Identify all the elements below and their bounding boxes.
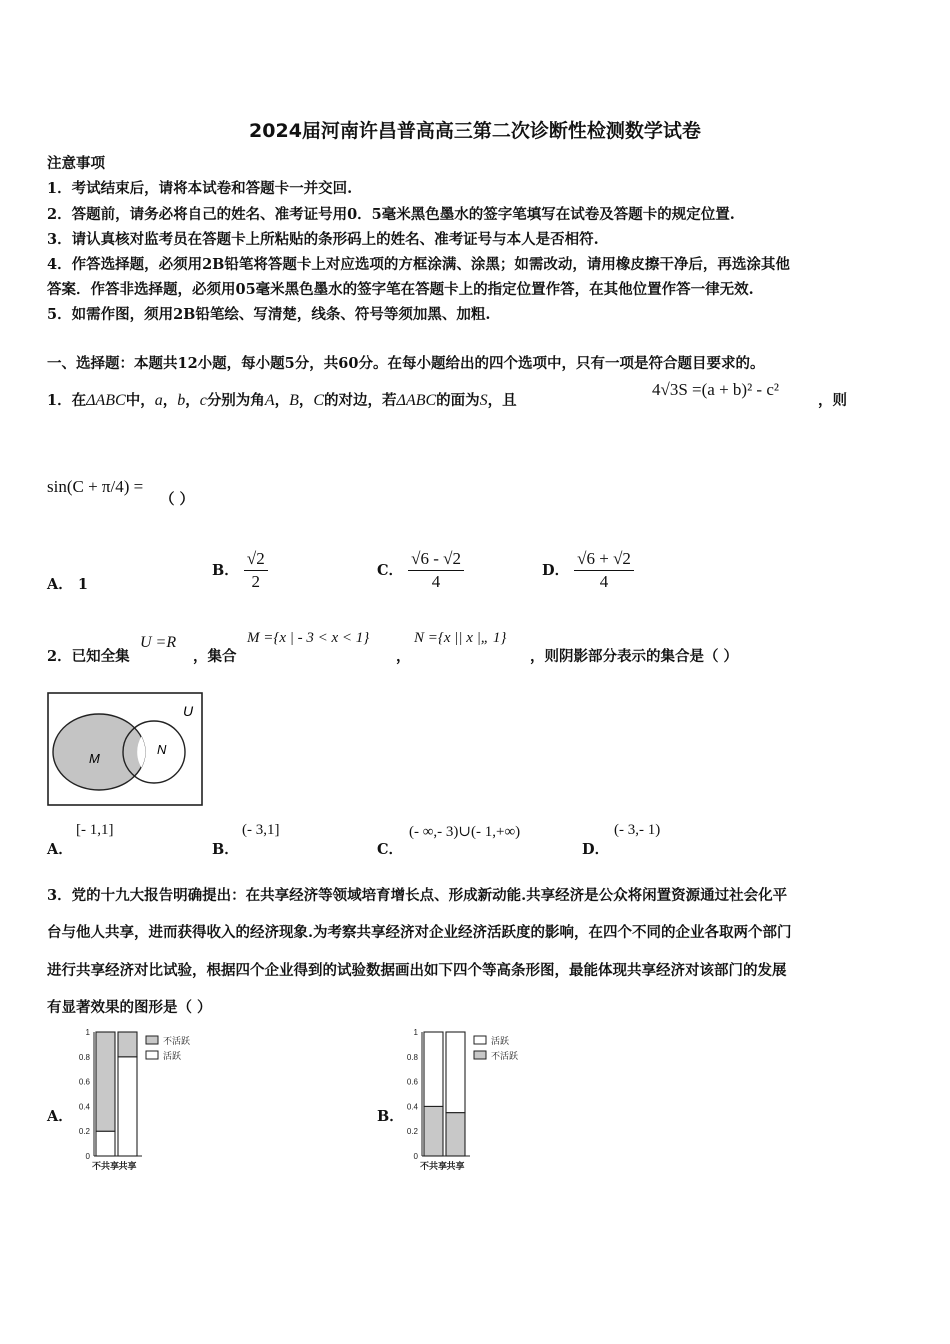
q1-sin-expression: sin(C + π/4) = [47,477,144,496]
legend-label: 活跃 [491,1036,510,1046]
q1-condition-formula: 4√3S =(a + b)² - c² [652,380,779,399]
x-category-label: 不共享 [91,1161,120,1171]
bar-segment [446,1113,465,1156]
y-tick-label: 0.6 [406,1077,418,1087]
q3-option-a-label[interactable]: A． [47,1108,73,1125]
q1-option-c[interactable]: C． $\frac{√6 - √2}{4}$ [377,548,464,593]
question-3-line: 进行共享经济对比试验，根据四个企业得到的试验数据画出如下四个等高条形图，最能体现共享经济对该部门的发展 [47,962,787,979]
q3-option-b-label[interactable]: B． [377,1108,404,1125]
y-tick-label: 1 [85,1028,90,1037]
bar-segment [118,1032,137,1057]
y-tick-label: 0.2 [406,1127,418,1137]
q2-option-c-label[interactable]: C． [377,841,404,858]
q1-option-b[interactable]: B． $\frac{√2}{2}$ [212,548,268,593]
legend-swatch [474,1036,486,1044]
q2-set-n: N ={x || x |„ 1} [414,630,507,646]
venn-label-m: M [89,751,100,766]
legend-swatch [474,1051,486,1059]
y-tick-label: 0.4 [406,1102,418,1112]
q2-set-word: ，集合 [193,648,237,665]
y-tick-label: 0 [85,1152,90,1161]
bar-segment [446,1032,465,1113]
x-category-label: 共享 [118,1161,137,1171]
bar-chart-a[interactable] [70,1026,220,1176]
bar-segment [96,1032,115,1131]
legend-label: 不活跃 [163,1036,191,1046]
q1-then: ，则 [818,392,847,409]
q2-option-d-label[interactable]: D． [582,841,610,858]
y-tick-label: 0.8 [406,1052,418,1062]
bar-segment [96,1131,115,1156]
q2-option-d-text[interactable]: (- 3,- 1) [614,822,661,838]
q2-option-c-text[interactable]: (- ∞,- 3)∪(- 1,+∞) [409,824,521,840]
q2-universal-set: U =R [140,634,177,651]
bar-chart-b[interactable] [398,1026,548,1176]
q2-set-m: M ={x | - 3 < x < 1} [247,630,370,646]
y-tick-label: 0.8 [78,1052,90,1062]
page-title: 2024届河南许昌普高高三第二次诊断性检测数学试卷 [249,120,701,142]
question-1-text: 1．在ΔABC中，a，b，c分别为角A，B，C的对边，若ΔABC的面为S，且 [47,392,517,409]
q2-comma: ， [396,648,411,665]
legend-swatch [146,1036,158,1044]
venn-diagram [47,692,203,806]
section-heading: 一、选择题：本题共12小题，每小题5分，共60分。在每小题给出的四个选项中，只有一项是符合题目要求的。 [47,355,765,372]
legend-label: 不活跃 [491,1051,519,1061]
venn-label-u: U [183,703,194,719]
y-tick-label: 1 [413,1028,418,1037]
legend-label: 活跃 [163,1051,182,1061]
y-tick-label: 0.2 [78,1127,90,1137]
question-3-line: 台与他人共享，进而获得收入的经济现象.为考察共享经济对企业经济活跃度的影响，在四个不同的企业各取两个部门 [47,924,792,941]
question-3-line: 有显著效果的图形是（ ） [47,999,212,1016]
legend-swatch [146,1051,158,1059]
fraction: $\frac{√6 - √2}{4}$ [408,548,464,593]
bar-segment [118,1057,137,1156]
notice-item: 4．作答选择题，必须用2B铅笔将答题卡上对应选项的方框涂满、涂黑；如需改动，请用橡皮擦干净后，再选涂其他 [47,256,790,273]
q2-question-end: ，则阴影部分表示的集合是（ ） [530,648,739,665]
q2-option-b-label[interactable]: B． [212,841,239,858]
notice-item: 答案．作答非选择题，必须用05毫米黑色墨水的签字笔在答题卡上的指定位置作答，在其他位置作答一律无效. [47,281,754,298]
notice-item: 2．答题前，请务必将自己的姓名、准考证号用0．5毫米黑色墨水的签字笔填写在试卷及答题卡的规定位置. [47,206,735,223]
notice-item: 3．请认真核对监考员在答题卡上所粘贴的条形码上的姓名、准考证号与本人是否相符. [47,231,599,248]
q2-option-b-text[interactable]: (- 3,1] [242,822,280,838]
fraction: $\frac{√2}{2}$ [244,548,268,593]
notice-item: 5．如需作图，须用2B铅笔绘、写清楚，线条、符号等须加黑、加粗. [47,306,491,323]
fraction: $\frac{√6 + √2}{4}$ [574,548,634,593]
y-tick-label: 0 [413,1152,418,1161]
q2-option-a-label[interactable]: A． [47,841,73,858]
bar-segment [424,1032,443,1106]
notice-heading: 注意事项 [47,155,105,172]
x-category-label: 不共享 [419,1161,448,1171]
y-tick-label: 0.4 [78,1102,90,1112]
question-3-line: 3．党的十九大报告明确提出：在共享经济等领域培育增长点、形成新动能.共享经济是公众将闲置资源通过社会化平 [47,887,788,904]
venn-label-n: N [157,742,167,757]
q1-option-d[interactable]: D． $\frac{√6 + √2}{4}$ [542,548,634,593]
q1-answer-paren: （ ） [160,491,195,508]
x-category-label: 共享 [446,1161,465,1171]
question-2-label: 2．已知全集 [47,648,130,665]
q1-option-a[interactable]: A． 1 [47,576,88,593]
bar-segment [424,1106,443,1156]
q2-option-a-text[interactable]: [- 1,1] [76,822,114,838]
notice-item: 1．考试结束后，请将本试卷和答题卡一并交回. [47,180,353,197]
y-tick-label: 0.6 [78,1077,90,1087]
